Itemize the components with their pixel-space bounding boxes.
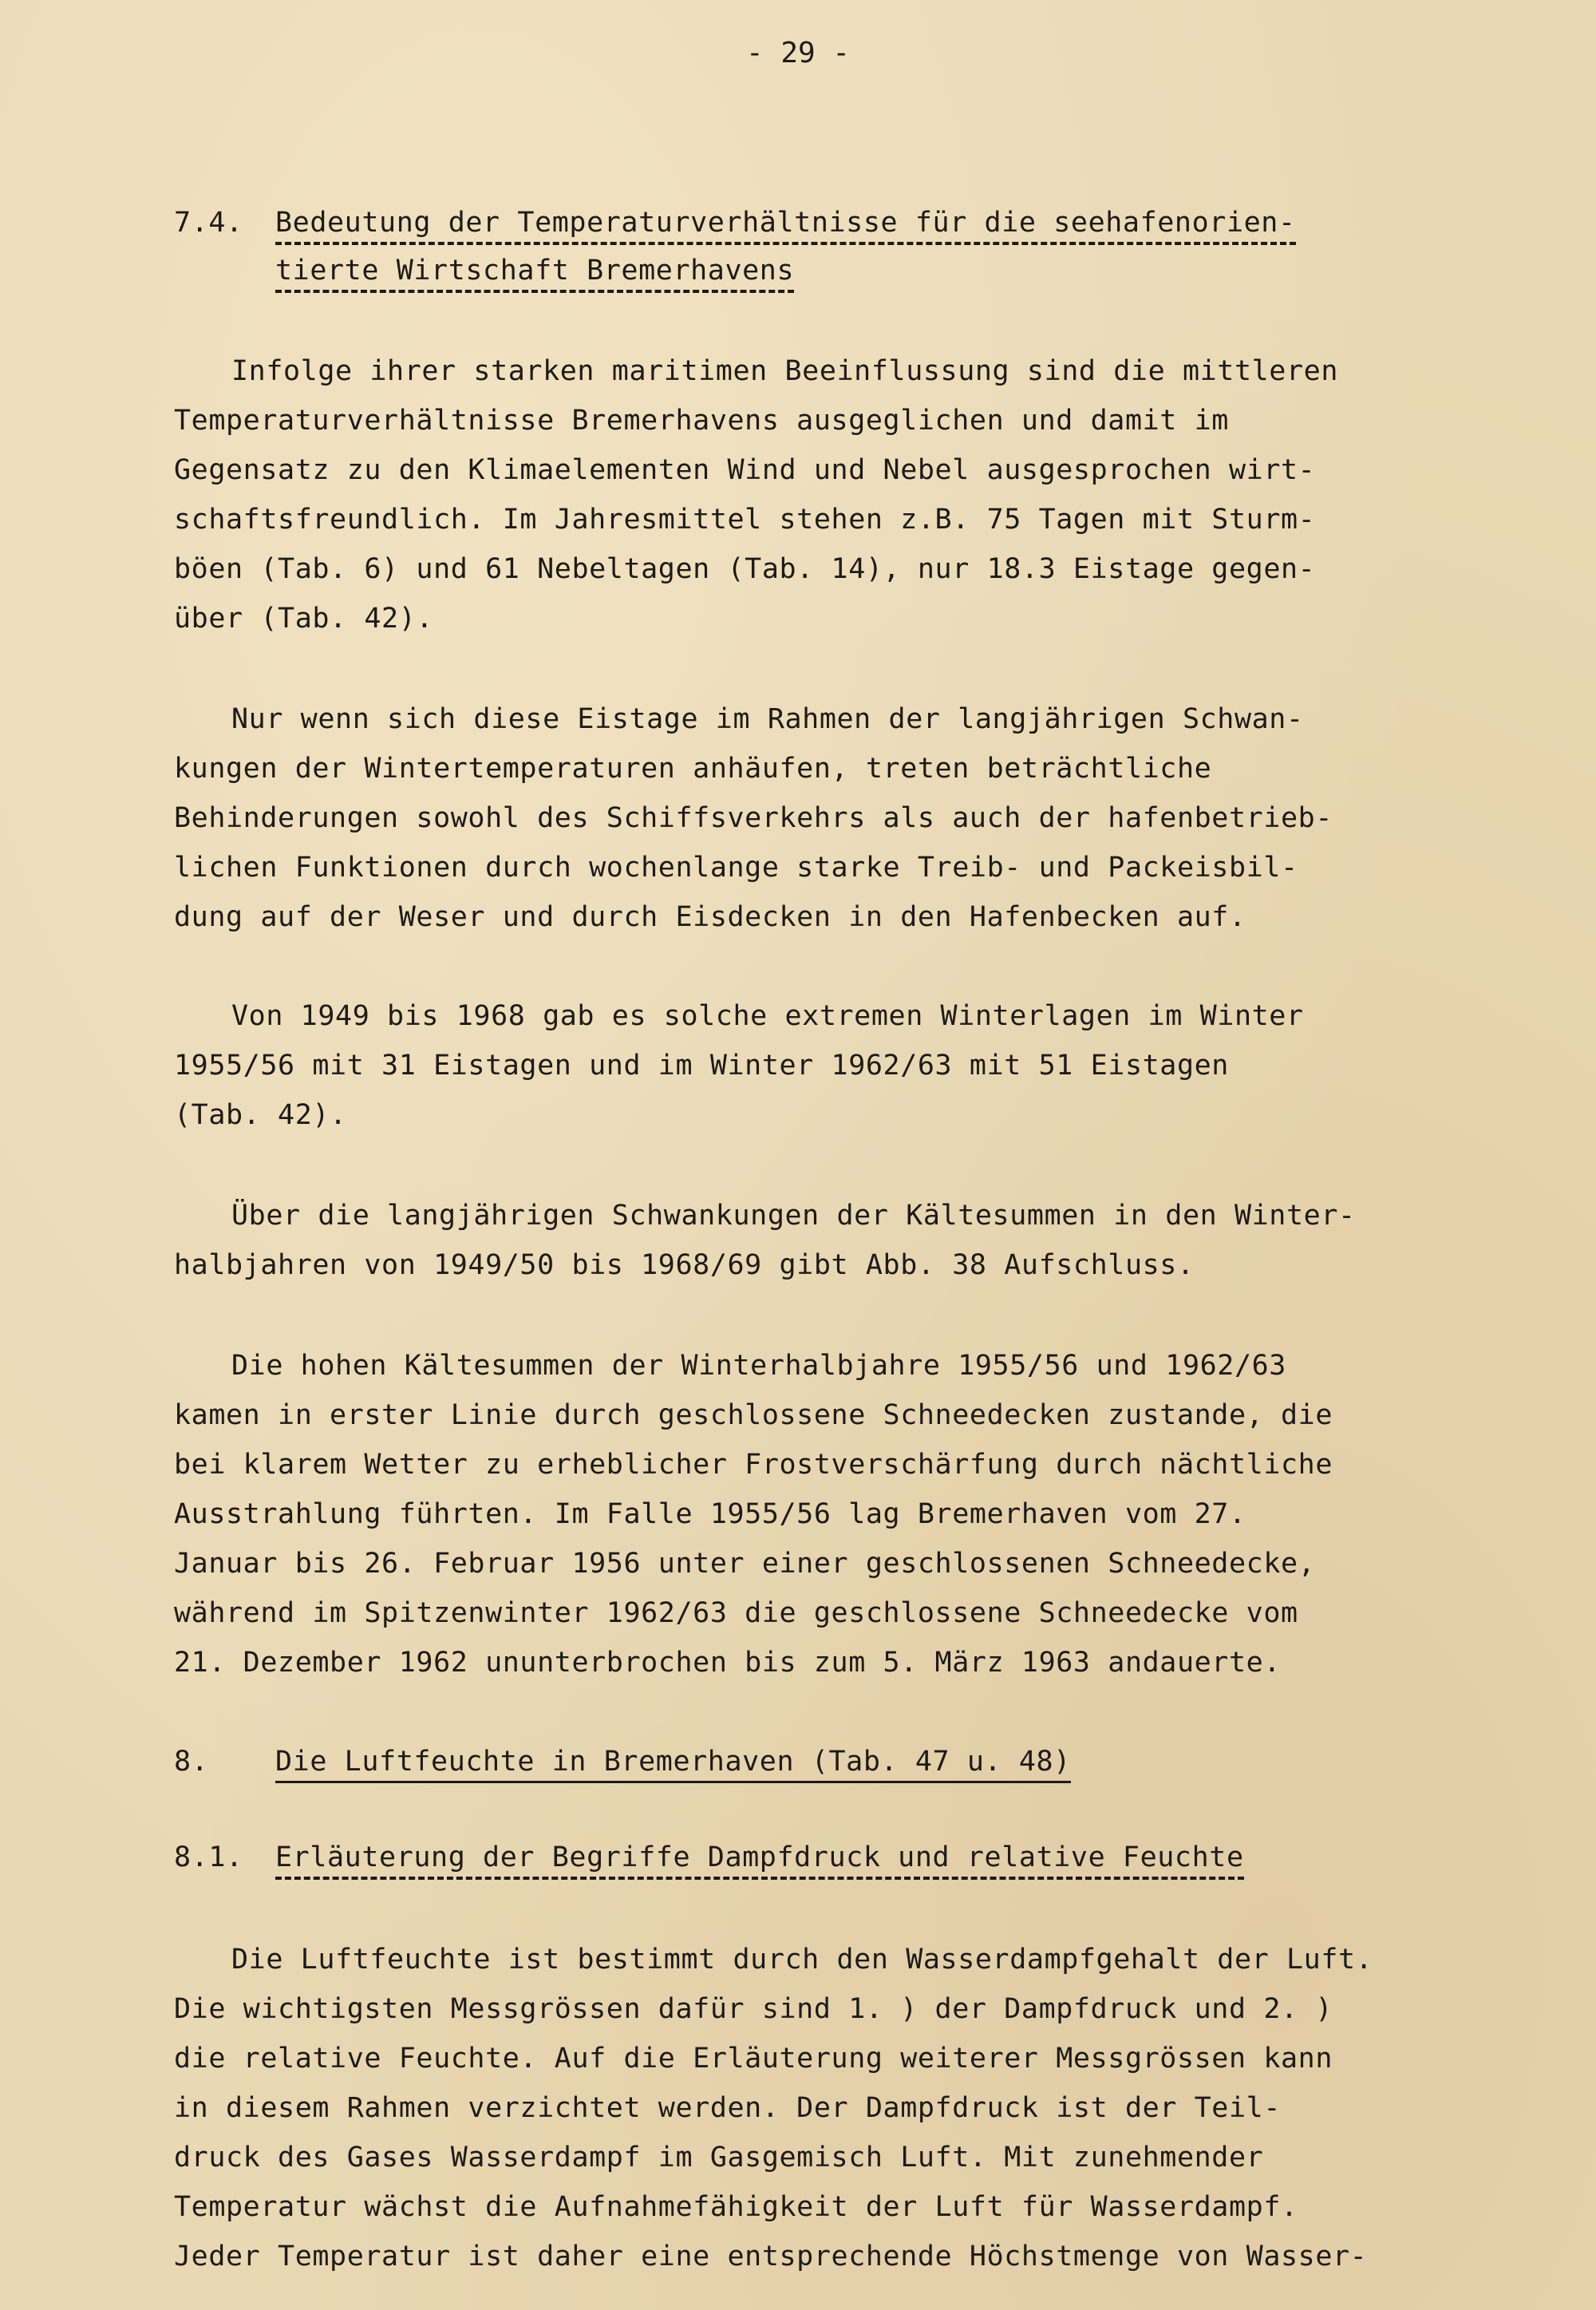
paragraph6-line: druck des Gases Wasserdampf im Gasgemisch Luft. Mit zunehmender <box>174 2142 1264 2174</box>
paragraph1-line: böen (Tab. 6) und 61 Nebeltagen (Tab. 14), nur 18.3 Eistage gegen- <box>174 553 1316 585</box>
paragraph5-line: Januar bis 26. Februar 1956 unter einer geschlossenen Schneedecke, <box>174 1548 1316 1580</box>
page-number: - 29 - <box>745 37 851 69</box>
paragraph4-line: Über die langjährigen Schwankungen der Kältesummen in den Winter- <box>231 1200 1356 1232</box>
section-8-title-text: Die Luftfeuchte in Bremerhaven (Tab. 47 u. 48) <box>275 1748 1071 1783</box>
paragraph1-line: über (Tab. 42). <box>174 603 434 635</box>
paragraph6-line: Jeder Temperatur ist daher eine entsprechende Höchstmenge von Wasser- <box>174 2241 1368 2272</box>
paragraph6-line: Die Luftfeuchte ist bestimmt durch den Wasserdampfgehalt der Luft. <box>231 1944 1373 1976</box>
paragraph1-line: Gegensatz zu den Klimaelementen Wind und Nebel ausgesprochen wirt- <box>174 454 1316 486</box>
paragraph2-line: lichen Funktionen durch wochenlange starke Treib- und Packeisbil- <box>174 852 1298 884</box>
section-8-1-title-text: Erläuterung der Begriffe Dampfdruck und relative Feuchte <box>275 1844 1244 1880</box>
paragraph6-line: in diesem Rahmen verzichtet werden. Der Dampfdruck ist der Teil- <box>174 2092 1281 2124</box>
section-8-1-number: 8.1. <box>174 1841 243 1873</box>
section-7-4-title-line1-text: Bedeutung der Temperaturverhältnisse für die seehafenorien- <box>275 209 1296 245</box>
paragraph1-line: Infolge ihrer starken maritimen Beeinflussung sind die mittleren <box>231 355 1338 387</box>
section-8-title <box>275 1748 1071 1783</box>
section-7-4-number: 7.4. <box>174 207 243 239</box>
paragraph1-line: schaftsfreundlich. Im Jahresmittel stehen z.B. 75 Tagen mit Sturm- <box>174 504 1316 536</box>
paragraph5-line: 21. Dezember 1962 ununterbrochen bis zum 5. März 1963 andauerte. <box>174 1647 1281 1679</box>
paragraph3-line: 1955/56 mit 31 Eistagen und im Winter 1962/63 mit 51 Eistagen <box>174 1050 1229 1082</box>
paragraph5-line: bei klarem Wetter zu erheblicher Frostverschärfung durch nächtliche <box>174 1449 1333 1481</box>
paragraph4-line: halbjahren von 1949/50 bis 1968/69 gibt Abb. 38 Aufschluss. <box>174 1249 1195 1281</box>
section-8-1-title <box>275 1841 1244 1880</box>
paragraph6-line: Temperatur wächst die Aufnahmefähigkeit der Luft für Wasserdampf. <box>174 2191 1298 2223</box>
section-7-4-title-line2-text: tierte Wirtschaft Bremerhavens <box>275 257 794 293</box>
paragraph2-line: Behinderungen sowohl des Schiffsverkehrs als auch der hafenbetrieb- <box>174 802 1333 834</box>
paragraph3-line: (Tab. 42). <box>174 1099 347 1131</box>
paragraph2-line: kungen der Wintertemperaturen anhäufen, treten beträchtliche <box>174 753 1212 785</box>
paragraph5-line: Ausstrahlung führten. Im Falle 1955/56 lag Bremerhaven vom 27. <box>174 1498 1246 1530</box>
section-7-4-title-line1 <box>275 209 1296 245</box>
section-8-number: 8. <box>174 1746 209 1778</box>
paragraph6-line: Die wichtigsten Messgrössen dafür sind 1. ) der Dampfdruck und 2. ) <box>174 1993 1333 2025</box>
paragraph5-line: Die hohen Kältesummen der Winterhalbjahre 1955/56 und 1962/63 <box>231 1350 1286 1382</box>
paragraph1-line: Temperaturverhältnisse Bremerhavens ausgeglichen und damit im <box>174 405 1229 437</box>
paragraph5-line: kamen in erster Linie durch geschlossene Schneedecken zustande, die <box>174 1399 1333 1431</box>
paragraph2-line: dung auf der Weser und durch Eisdecken in den Hafenbecken auf. <box>174 901 1246 933</box>
section-7-4-title-line2 <box>275 257 794 293</box>
paragraph5-line: während im Spitzenwinter 1962/63 die geschlossene Schneedecke vom <box>174 1597 1298 1629</box>
paragraph3-line: Von 1949 bis 1968 gab es solche extremen Winterlagen im Winter <box>231 1000 1304 1032</box>
paragraph6-line: die relative Feuchte. Auf die Erläuterung weiterer Messgrössen kann <box>174 2043 1333 2075</box>
paragraph2-line: Nur wenn sich diese Eistage im Rahmen der langjährigen Schwan- <box>231 703 1304 735</box>
